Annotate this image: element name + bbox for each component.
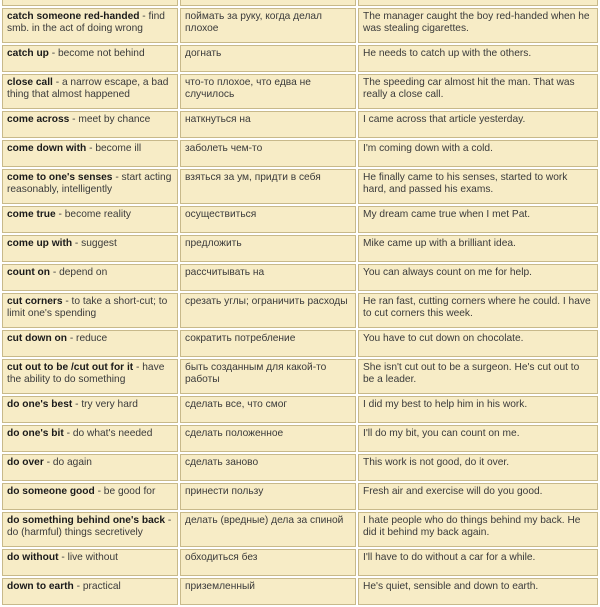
idiom-meaning: depend on [59,267,108,278]
dash-separator: - [69,114,79,125]
idiom-phrase: catch someone red-handed [7,11,140,22]
dash-separator: - [50,267,60,278]
idiom-cell [2,45,178,72]
russian-translation: сократить потребление [185,333,296,344]
example-sentence: He ran fast, cutting corners where he could. I have to cut corners this week. [363,296,591,319]
idiom-phrase: do without [7,552,59,563]
russian-cell [180,169,356,204]
example-cell [358,45,598,72]
table-row [2,359,598,394]
idiom-phrase: come to one's senses [7,172,113,183]
example-cell [358,512,598,547]
idiom-meaning: have the ability to do something [7,362,165,385]
dash-separator: - [52,77,62,88]
idiom-phrase: count on [7,267,51,278]
russian-cell [180,235,356,262]
example-sentence: I'm coming down with a cold. [363,143,493,154]
idiom-cell [2,483,178,510]
idiom-cell [2,578,178,605]
idiom-phrase: come across [7,114,70,125]
example-sentence: This work is not good, do it over. [363,457,510,468]
idiom-meaning: reduce [76,333,108,344]
russian-cell [180,483,356,510]
idiom-cell [2,206,178,233]
idiom-phrase: catch up [7,48,49,59]
example-cell [358,549,598,576]
russian-cell [180,425,356,452]
idiom-meaning: do (harmful) things secretively [7,527,143,538]
example-cell [358,359,598,394]
example-sentence: The speeding car almost hit the man. That was really a close call. [363,77,575,100]
idiom-phrase: down to earth [7,581,74,592]
idiom-meaning: start acting reasonably, intelligently [7,172,172,195]
dash-separator: - [58,552,68,563]
russian-translation: что-то плохое, что едва не случилось [185,77,311,100]
example-cell [358,235,598,262]
russian-cell [180,549,356,576]
dash-separator: - [66,333,77,344]
idiom-cell [2,140,178,167]
idiom-phrase: do one's bit [7,428,64,439]
example-cell [358,293,598,328]
russian-translation: быть созданным для какой-то работы [185,362,327,385]
idiom-cell [2,396,178,423]
russian-cell [180,396,356,423]
russian-translation: сделать все, что смог [185,399,288,410]
idiom-meaning: do what's needed [72,428,153,439]
idiom-phrase: come up with [7,238,73,249]
table-row [2,293,598,328]
table-row [2,74,598,109]
russian-cell [180,293,356,328]
russian-translation: предложить [185,238,242,249]
russian-translation: сделать положенное [185,428,284,439]
russian-cell [180,578,356,605]
idiom-phrase: cut corners [7,296,63,307]
table-row [2,169,598,204]
russian-translation: заболеть чем-то [185,143,263,154]
russian-cell [180,206,356,233]
example-sentence: I did my best to help him in his work. [363,399,528,410]
idiom-phrase: come true [7,209,56,220]
russian-translation: сделать заново [185,457,259,468]
example-cell [358,169,598,204]
idiom-meaning: do again [52,457,92,468]
russian-translation: поймать за руку, когда делал плохое [185,11,323,34]
russian-cell [180,330,356,357]
idiom-cell [2,454,178,481]
idiom-meaning: be good for [103,486,156,497]
dash-separator: - [165,515,172,526]
idiom-cell [2,74,178,109]
example-sentence: She isn't cut out to be a surgeon. He's cut out to be a leader. [363,362,580,385]
example-sentence: The manager caught the boy red-handed when he was stealing cigarettes. [363,11,590,34]
dash-separator: - [86,143,96,154]
russian-translation: осуществиться [185,209,257,220]
russian-cell [180,454,356,481]
example-cell [358,483,598,510]
idiom-meaning: become ill [95,143,142,154]
russian-cell [180,111,356,138]
dash-separator: - [139,11,149,22]
table-row [2,454,598,481]
dash-separator: - [43,457,53,468]
dash-separator: - [72,238,82,249]
dash-separator: - [94,486,104,497]
russian-translation: приземленный [185,581,255,592]
table-row [2,8,598,43]
example-cell [358,111,598,138]
example-sentence: He needs to catch up with the others. [363,48,532,59]
russian-translation: взяться за ум, придти в себя [185,172,321,183]
idiom-phrase: do over [7,457,44,468]
idiom-cell [2,111,178,138]
idiom-phrase: close call [7,77,53,88]
example-cell [358,578,598,605]
example-sentence: He's quiet, sensible and down to earth. [363,581,539,592]
russian-translation: срезать углы; ограничить расходы [185,296,348,307]
example-sentence: You can always count on me for help. [363,267,532,278]
dash-separator: - [112,172,122,183]
example-sentence: Fresh air and exercise will do you good. [363,486,543,497]
example-sentence: You have to cut down on chocolate. [363,333,524,344]
table-row [2,512,598,547]
idiom-cell [2,8,178,43]
table-row [2,549,598,576]
idiom-cell [2,359,178,394]
idiom-phrase: do someone good [7,486,95,497]
russian-cell [180,359,356,394]
russian-cell [180,8,356,43]
idiom-cell [2,169,178,204]
idiom-meaning: live without [67,552,118,563]
table-row [2,45,598,72]
example-cell [358,454,598,481]
idiom-cell [2,235,178,262]
dash-separator: - [48,48,58,59]
idiom-phrase: do something behind one's back [7,515,166,526]
idiom-meaning: meet by chance [78,114,151,125]
example-sentence: He finally came to his senses, started to work hard, and passed his exams. [363,172,568,195]
dash-separator: - [73,581,83,592]
table-row [2,578,598,605]
example-cell [358,8,598,43]
idiom-meaning: find smb. in the act of doing wrong [7,11,165,34]
russian-translation: обходиться без [185,552,258,563]
idiom-cell [2,330,178,357]
idiom-phrase: cut down on [7,333,67,344]
idiom-cell [2,293,178,328]
idiom-cell [2,549,178,576]
example-sentence: I'll do my bit, you can count on me. [363,428,520,439]
example-cell [358,396,598,423]
russian-translation: рассчитывать на [185,267,265,278]
table-row [2,206,598,233]
idiom-phrase: cut out to be /cut out for it [7,362,134,373]
idiom-cell [2,425,178,452]
dash-separator: - [62,296,72,307]
table-row [2,396,598,423]
dash-separator: - [55,209,65,220]
russian-translation: догнать [185,48,222,59]
table-row [2,140,598,167]
idioms-table-body [2,0,598,605]
idiom-meaning: to take a short-cut; to limit one's spending [7,296,168,319]
example-sentence: I hate people who do things behind my back. He did it behind my back again. [363,515,581,538]
russian-cell [180,264,356,291]
idiom-meaning: become reality [64,209,132,220]
example-sentence: My dream came true when I met Pat. [363,209,531,220]
idiom-phrase: come down with [7,143,87,154]
table-top-edge [2,0,598,6]
idiom-phrase: do one's best [7,399,73,410]
table-row [2,425,598,452]
russian-cell [180,512,356,547]
example-cell [358,330,598,357]
dash-separator: - [72,399,82,410]
table-row [2,111,598,138]
table-row [2,483,598,510]
idiom-meaning: try very hard [81,399,138,410]
example-cell [358,425,598,452]
example-cell [358,140,598,167]
idiom-meaning: suggest [81,238,117,249]
idiom-meaning: a narrow escape, a bad thing that almost happened [7,77,169,100]
russian-translation: наткнуться на [185,114,251,125]
example-cell [358,206,598,233]
table-row [2,264,598,291]
idiom-cell [2,264,178,291]
russian-cell [180,45,356,72]
example-sentence: Mike came up with a brilliant idea. [363,238,516,249]
idiom-cell [2,512,178,547]
table-row [2,235,598,262]
russian-translation: принести пользу [185,486,264,497]
russian-cell [180,74,356,109]
idiom-meaning: practical [82,581,121,592]
example-cell [358,74,598,109]
example-cell [358,264,598,291]
dash-separator: - [133,362,143,373]
example-sentence: I'll have to do without a car for a while. [363,552,536,563]
russian-translation: делать (вредные) дела за спиной [185,515,344,526]
table-row [2,330,598,357]
dash-separator: - [63,428,73,439]
idiom-meaning: become not behind [57,48,145,59]
example-sentence: I came across that article yesterday. [363,114,526,125]
russian-cell [180,140,356,167]
